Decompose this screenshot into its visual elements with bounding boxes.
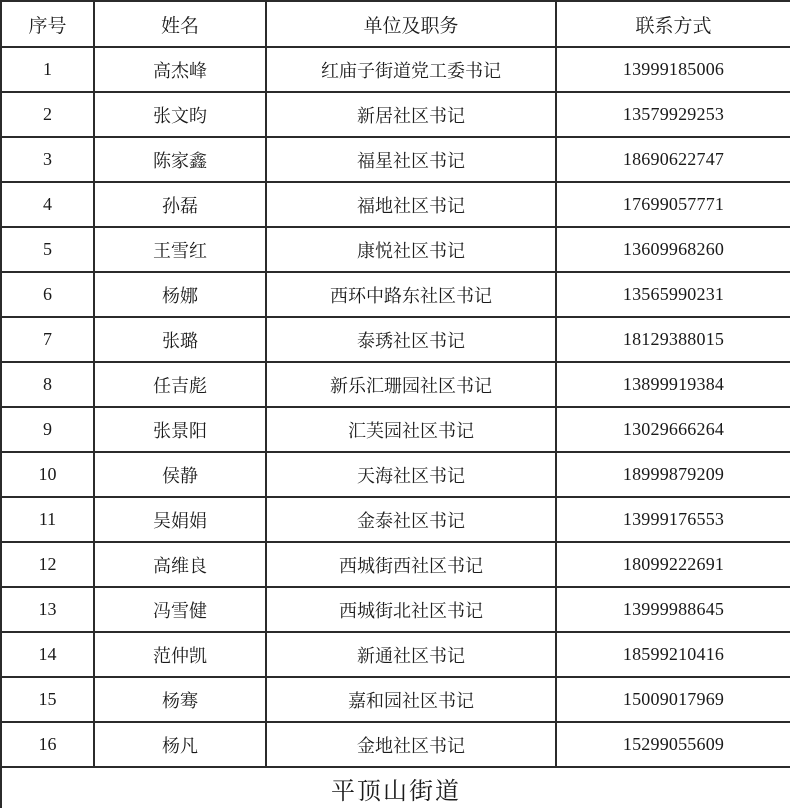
row-index: 15 [1,677,94,722]
row-name: 张文昀 [94,92,266,137]
row-name: 任吉彪 [94,362,266,407]
row-position: 汇芙园社区书记 [266,407,556,452]
row-phone: 13029666264 [556,407,790,452]
row-position: 天海社区书记 [266,452,556,497]
row-index: 13 [1,587,94,632]
row-name: 张璐 [94,317,266,362]
table-row [1,587,790,632]
table-row [1,182,790,227]
row-phone: 18999879209 [556,452,790,497]
header-position: 单位及职务 [266,1,556,47]
row-phone: 15299055609 [556,722,790,767]
row-phone: 13999176553 [556,497,790,542]
row-name: 高维良 [94,542,266,587]
table-row [1,542,790,587]
row-position: 福地社区书记 [266,182,556,227]
row-phone: 13609968260 [556,227,790,272]
row-name: 范仲凯 [94,632,266,677]
row-index: 10 [1,452,94,497]
row-name: 冯雪健 [94,587,266,632]
row-index: 7 [1,317,94,362]
table-row [1,677,790,722]
row-index: 16 [1,722,94,767]
row-phone: 17699057771 [556,182,790,227]
table-row [1,272,790,317]
row-index: 2 [1,92,94,137]
table-row [1,362,790,407]
table-row [1,407,790,452]
row-phone: 18129388015 [556,317,790,362]
row-phone: 18690622747 [556,137,790,182]
row-position: 新通社区书记 [266,632,556,677]
row-position: 红庙子街道党工委书记 [266,47,556,92]
row-position: 西环中路东社区书记 [266,272,556,317]
header-contact: 联系方式 [556,1,790,47]
row-position: 泰琇社区书记 [266,317,556,362]
row-phone: 13565990231 [556,272,790,317]
row-index: 14 [1,632,94,677]
row-index: 6 [1,272,94,317]
header-name: 姓名 [94,1,266,47]
row-phone: 15009017969 [556,677,790,722]
section-title: 平顶山街道 [1,767,790,808]
row-name: 吴娟娟 [94,497,266,542]
row-position: 西城街北社区书记 [266,587,556,632]
row-position: 金泰社区书记 [266,497,556,542]
row-index: 3 [1,137,94,182]
table-row [1,452,790,497]
table-row [1,47,790,92]
table-row [1,92,790,137]
row-index: 12 [1,542,94,587]
row-phone: 18099222691 [556,542,790,587]
row-position: 康悦社区书记 [266,227,556,272]
row-name: 孙磊 [94,182,266,227]
row-name: 杨骞 [94,677,266,722]
row-phone: 13999988645 [556,587,790,632]
row-name: 高杰峰 [94,47,266,92]
row-name: 杨凡 [94,722,266,767]
row-position: 西城街西社区书记 [266,542,556,587]
row-position: 新居社区书记 [266,92,556,137]
row-name: 陈家鑫 [94,137,266,182]
row-index: 1 [1,47,94,92]
row-name: 侯静 [94,452,266,497]
row-index: 11 [1,497,94,542]
row-phone: 18599210416 [556,632,790,677]
row-index: 5 [1,227,94,272]
row-position: 嘉和园社区书记 [266,677,556,722]
row-index: 4 [1,182,94,227]
row-index: 9 [1,407,94,452]
row-position: 福星社区书记 [266,137,556,182]
row-name: 王雪红 [94,227,266,272]
table-row [1,227,790,272]
row-position: 金地社区书记 [266,722,556,767]
row-index: 8 [1,362,94,407]
table-row [1,137,790,182]
row-position: 新乐汇珊园社区书记 [266,362,556,407]
row-name: 张景阳 [94,407,266,452]
header-row [1,1,790,47]
row-phone: 13999185006 [556,47,790,92]
row-phone: 13579929253 [556,92,790,137]
table-row [1,317,790,362]
table-row [1,497,790,542]
table-row [1,632,790,677]
header-index: 序号 [1,1,94,47]
row-phone: 13899919384 [556,362,790,407]
table-row [1,722,790,767]
row-name: 杨娜 [94,272,266,317]
